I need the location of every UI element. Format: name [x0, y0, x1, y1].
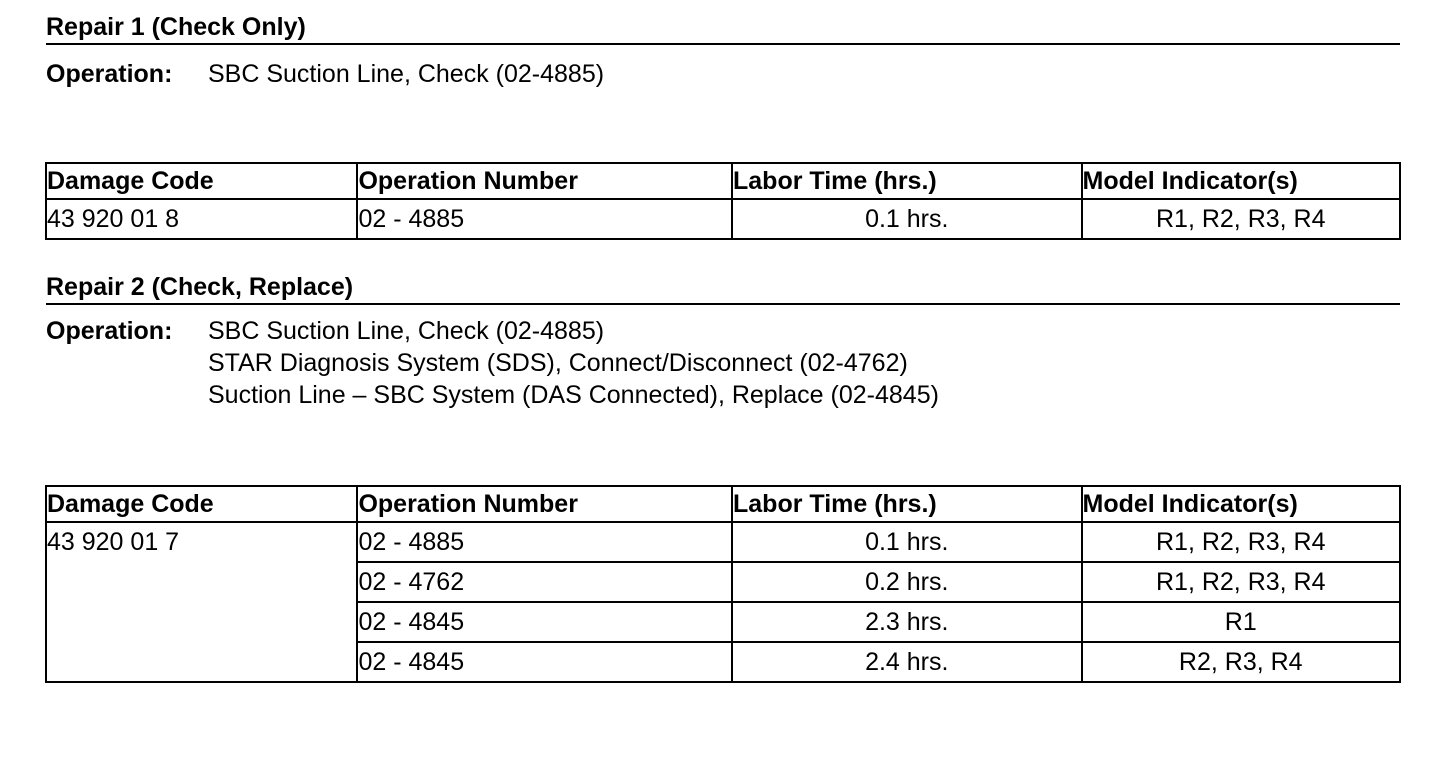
- labor-time-cell: 0.1 hrs.: [732, 199, 1082, 239]
- header-operation-number: Operation Number: [357, 486, 732, 522]
- model-indicators-cell: R2, R3, R4: [1082, 642, 1400, 682]
- table-row: [46, 199, 1400, 239]
- header-labor-time: Labor Time (hrs.): [732, 486, 1082, 522]
- labor-time-cell: 0.2 hrs.: [732, 562, 1082, 602]
- operation-lines: [208, 58, 604, 90]
- operation-label: Operation:: [46, 60, 173, 88]
- model-indicators-cell: R1: [1082, 602, 1400, 642]
- operation-label: Operation:: [46, 317, 173, 345]
- operation-line: SBC Suction Line, Check (02-4885): [208, 317, 605, 345]
- operation-number-cell: 02 - 4845: [357, 642, 732, 682]
- operation-number-cell: 02 - 4885: [357, 522, 732, 562]
- table-header-row: [46, 486, 1400, 522]
- header-model-indicators: Model Indicator(s): [1082, 486, 1400, 522]
- operation-line: SBC Suction Line, Check (02-4885): [208, 60, 605, 88]
- model-indicators-cell: R1, R2, R3, R4: [1082, 199, 1400, 239]
- header-damage-code: Damage Code: [46, 163, 357, 199]
- header-operation-number: Operation Number: [357, 163, 732, 199]
- table-row: [46, 522, 1400, 562]
- model-indicators-cell: R1, R2, R3, R4: [1082, 522, 1400, 562]
- table-header-row: [46, 163, 1400, 199]
- damage-code-cell: 43 920 01 8: [46, 199, 357, 239]
- header-labor-time: Labor Time (hrs.): [732, 163, 1082, 199]
- repair-1-table: [45, 162, 1401, 240]
- operation-number-cell: 02 - 4885: [357, 199, 732, 239]
- damage-code-cell: 43 920 01 7: [46, 522, 357, 682]
- operation-line: Suction Line – SBC System (DAS Connected), Replace (02-4845): [208, 381, 939, 409]
- repair-2-table: [45, 485, 1401, 683]
- repair-2-heading: Repair 2 (Check, Replace): [46, 272, 1400, 305]
- labor-time-cell: 0.1 hrs.: [732, 522, 1082, 562]
- repair-1-heading: Repair 1 (Check Only): [46, 12, 1400, 45]
- operation-number-cell: 02 - 4762: [357, 562, 732, 602]
- model-indicators-cell: R1, R2, R3, R4: [1082, 562, 1400, 602]
- labor-time-cell: 2.3 hrs.: [732, 602, 1082, 642]
- header-model-indicators: Model Indicator(s): [1082, 163, 1400, 199]
- labor-time-cell: 2.4 hrs.: [732, 642, 1082, 682]
- header-damage-code: Damage Code: [46, 486, 357, 522]
- operation-lines: [208, 315, 939, 411]
- operation-number-cell: 02 - 4845: [357, 602, 732, 642]
- operation-line: STAR Diagnosis System (SDS), Connect/Disconnect (02-4762): [208, 349, 908, 377]
